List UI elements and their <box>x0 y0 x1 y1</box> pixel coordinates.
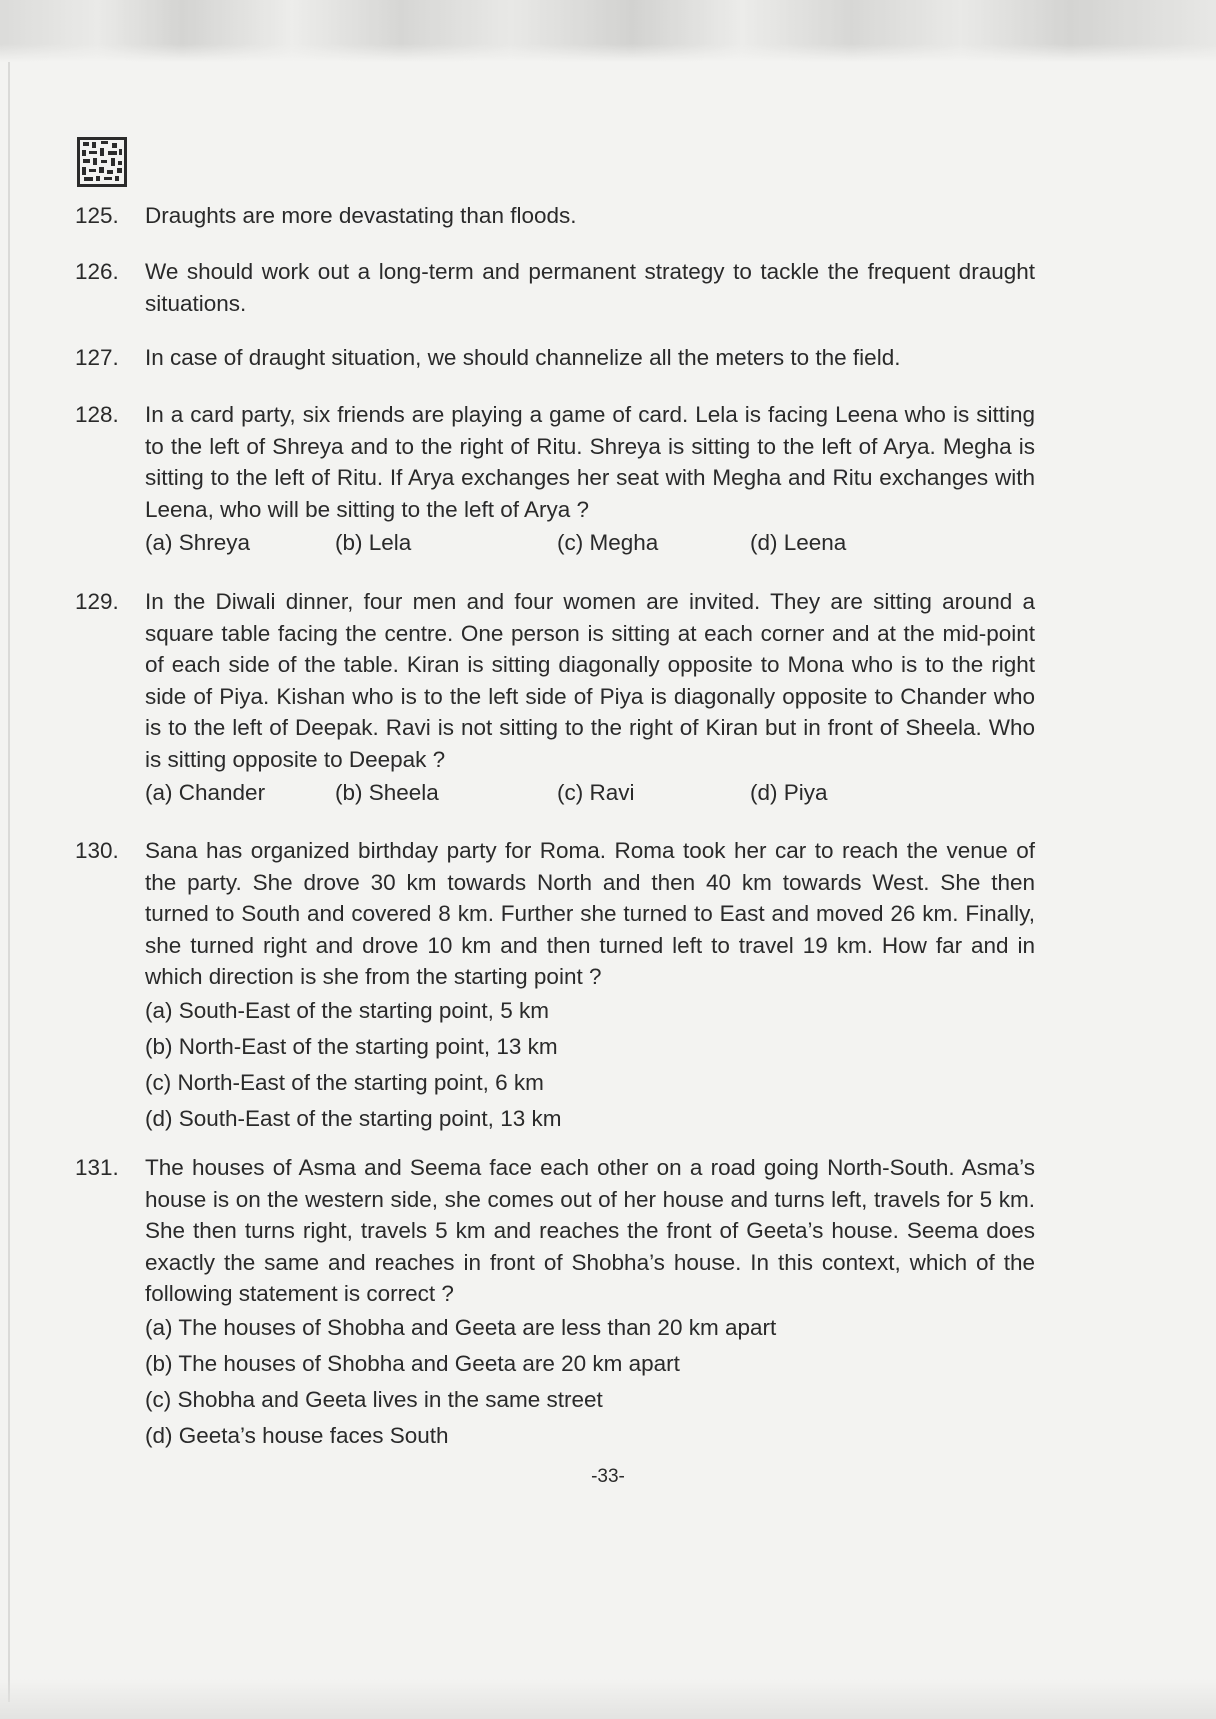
option-d: (d) Leena <box>750 530 847 555</box>
scan-shadow-bottom <box>0 1679 1216 1719</box>
question-number: 130. <box>75 838 119 863</box>
question-number: 131. <box>75 1155 119 1180</box>
options-row <box>145 527 1035 559</box>
question-text: The houses of Asma and Seema face each other on a road going North-South. Asma’s house is on the western side, she comes out of her house and turns left, travels for 5 km. She then turns right, travels 5 km and reaches the front of Geeta’s house. Seema does exactly the same and reaches in front of Shobha’s house. In this context, which of the following statement is correct ? <box>145 1155 1035 1306</box>
question-number: 126. <box>75 259 119 284</box>
option-c: (c) Shobha and Geeta lives in the same street <box>145 1386 603 1412</box>
option-d: (d) Geeta’s house faces South <box>145 1422 449 1448</box>
option-b: (b) North-East of the starting point, 13 km <box>145 1033 558 1059</box>
option-a: (a) The houses of Shobha and Geeta are less than 20 km apart <box>145 1314 777 1340</box>
options-row <box>145 777 1035 809</box>
question-130 <box>75 835 1035 1137</box>
question-text: Sana has organized birthday party for Roma. Roma took her car to reach the venue of the party. She drove 30 km towards North and then 40 km towards West. She then turned to South and covered 8 km. Further she turned to East and moved 26 km. Finally, she turned right and drove 10 km and then turned left to travel 19 km. How far and in which direction is she from the starting point ? <box>145 838 1035 989</box>
question-127 <box>75 342 1035 374</box>
page-number: -33- <box>591 1466 625 1487</box>
scan-edge-left <box>8 62 10 1702</box>
question-text: In the Diwali dinner, four men and four women are invited. They are sitting around a square table facing the centre. One person is sitting at each corner and at the mid-point of each side of the table. Kiran is sitting diagonally opposite to Mona who is to the right side of Piya. Kishan who is to the left side of Piya is diagonally opposite to Chander who is to the left of Deepak. Ravi is not sitting to the right of Kiran but in front of Sheela. Who is sitting opposite to Deepak ? <box>145 589 1035 772</box>
option-b: (b) Lela <box>335 530 412 555</box>
option-b: (b) The houses of Shobha and Geeta are 20 km apart <box>145 1350 680 1376</box>
question-number: 125. <box>75 203 119 228</box>
option-c: (c) Ravi <box>557 780 635 805</box>
question-number: 128. <box>75 402 119 427</box>
question-text: In a card party, six friends are playing a game of card. Lela is facing Leena who is sitting to the left of Shreya and to the right of Ritu. Shreya is sitting to the left of Arya. Megha is sitting to the left of Ritu. If Arya exchanges her seat with Megha and Ritu exchanges with Leena, who will be sitting to the left of Arya ? <box>145 402 1035 522</box>
question-number: 127. <box>75 345 119 370</box>
question-text: Draughts are more devastating than floods. <box>145 203 577 228</box>
question-125 <box>75 200 1035 232</box>
question-text: We should work out a long-term and permanent strategy to tackle the frequent draught situations. <box>145 259 1035 316</box>
option-c: (c) North-East of the starting point, 6 km <box>145 1069 544 1095</box>
question-128 <box>75 399 1035 559</box>
option-c: (c) Megha <box>557 530 659 555</box>
option-a: (a) Chander <box>145 780 266 805</box>
option-d: (d) South-East of the starting point, 13 km <box>145 1105 562 1131</box>
qr-code-icon <box>77 137 127 187</box>
question-131 <box>75 1152 1035 1454</box>
option-a: (a) South-East of the starting point, 5 km <box>145 997 549 1023</box>
option-d: (d) Piya <box>750 780 828 805</box>
question-129 <box>75 586 1035 809</box>
scan-shadow-top <box>0 0 1216 62</box>
option-b: (b) Sheela <box>335 780 439 805</box>
question-number: 129. <box>75 589 119 614</box>
option-a: (a) Shreya <box>145 530 251 555</box>
question-126 <box>75 256 1035 319</box>
question-text: In case of draught situation, we should channelize all the meters to the field. <box>145 345 901 370</box>
